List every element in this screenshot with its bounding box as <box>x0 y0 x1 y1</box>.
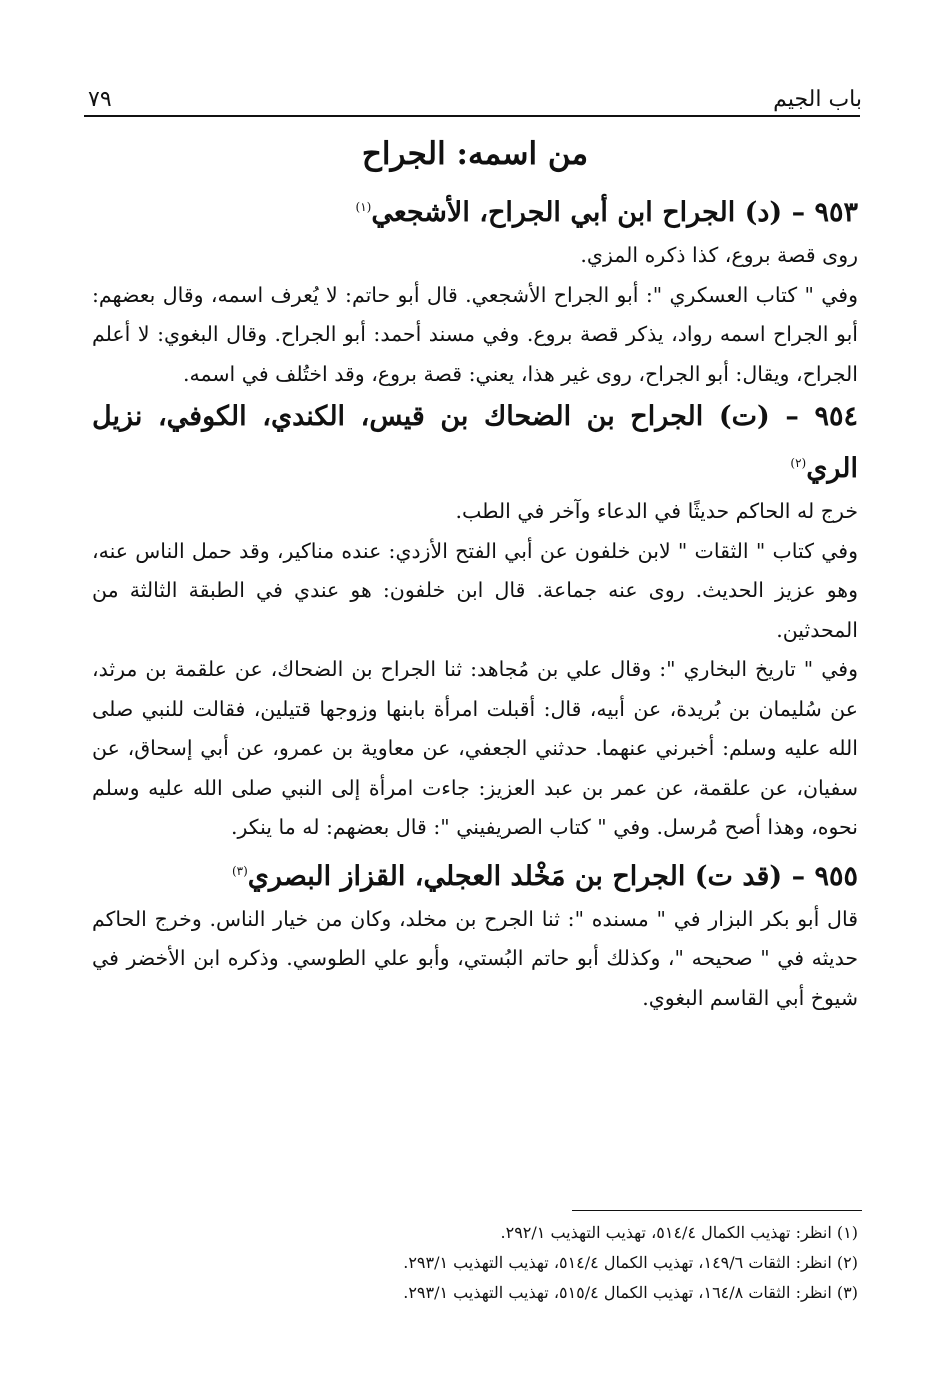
footnotes <box>92 1218 858 1308</box>
entry-paragraph: قال أبو بكر البزار في " مسنده ": ثنا الجرح بن مخلد، وكان من خيار الناس. وخرج الحاكم حديثه في " صحيحه "، وكذلك أبو حاتم البُستي، وأبو علي الطوسي. وذكره ابن الأخضر في شيوخ أبي القاسم البغوي. <box>92 906 858 1010</box>
running-head-chapter: باب الجيم <box>773 87 862 112</box>
entry-heading-text: ٩٥٥ – (قد ت) الجراح بن مَخْلد العجلي، القزاز البصري <box>247 860 858 892</box>
entry-paragraph: روى قصة بروع، كذا ذكره المزي. <box>580 243 858 267</box>
entry-paragraph: خرج له الحاكم حديثًا في الدعاء وآخر في الطب. <box>455 499 858 523</box>
entry-paragraph: وفي " كتاب العسكري ": أبو الجراح الأشجعي. قال أبو حاتم: لا يُعرف اسمه، وقال بعضهم: أبو الجراح اسمه رواد، يذكر قصة بروع. وفي مسند أحمد: أبو الجراح. وقال البغوي: لا أعلم الجراح، ويقال: أبو الجراح، روى غير هذا، يعني: قصة بروع، وقد اختُلف في اسمه. <box>92 282 858 386</box>
entry-heading-955 <box>92 848 858 900</box>
footnote-marker: (٣) <box>231 863 248 878</box>
footnote-separator <box>572 1210 862 1211</box>
entry-heading-text: ٩٥٣ – (د) الجراح ابن أبي الجراح، الأشجعي <box>371 197 858 228</box>
page-body <box>92 128 858 1018</box>
entry-heading-953 <box>92 184 858 236</box>
footnote-marker: (١) <box>355 200 372 214</box>
entry-heading-text: ٩٥٤ – (ت) الجراح بن الضحاك بن قيس، الكندي، الكوفي، نزيل الري <box>92 401 858 484</box>
footnote-1: (١) انظر: تهذيب الكمال ٥١٤/٤، تهذيب التهذيب ٢٩٢/١. <box>500 1223 858 1242</box>
entry-paragraph: وفي " تاريخ البخاري ": وقال علي بن مُجاهد: ثنا الجراح بن الضحاك، عن علقمة بن مرثد، عن سُليمان بن بُريدة، عن أبيه، قال: أقبلت امرأة بابنها وزوجها قتيلين، فقالت للنبي صلى الله عليه وسلم: أخبرني عنهما. حدثني الجعفي، عن معاوية بن عمرو، عن أبي إسحاق، عن سفيان، عن علقمة، عن عمر بن عبد العزيز: جاءت امرأة إلى النبي صلى الله عليه وسلم نحوه، وهذا أصح مُرسل. وفي " كتاب الصريفيني ": قال بعضهم: له ما ينكر. <box>92 657 858 839</box>
header-rule <box>84 115 860 117</box>
page-number: ٧٩ <box>88 87 112 112</box>
running-head <box>88 72 862 112</box>
section-title: من اسمه: الجراح <box>361 136 589 172</box>
entry-paragraph: وفي كتاب " الثقات " لابن خلفون عن أبي الفتح الأزدي: عنده مناكير، وقد حمل الناس عنه، وهو عزيز الحديث. روى عنه جماعة. قال ابن خلفون: هو عندي في الطبقة الثالثة من المحدثين. <box>92 538 858 642</box>
footnote-3: (٣) انظر: الثقات ١٦٤/٨، تهذيب الكمال ٥١٥/٤، تهذيب التهذيب ٢٩٣/١. <box>403 1283 858 1302</box>
footnote-2: (٢) انظر: الثقات ١٤٩/٦، تهذيب الكمال ٥١٤/٤، تهذيب التهذيب ٢٩٣/١. <box>403 1253 858 1272</box>
entry-heading-954 <box>92 394 858 492</box>
footnote-marker: (٢) <box>790 456 807 470</box>
